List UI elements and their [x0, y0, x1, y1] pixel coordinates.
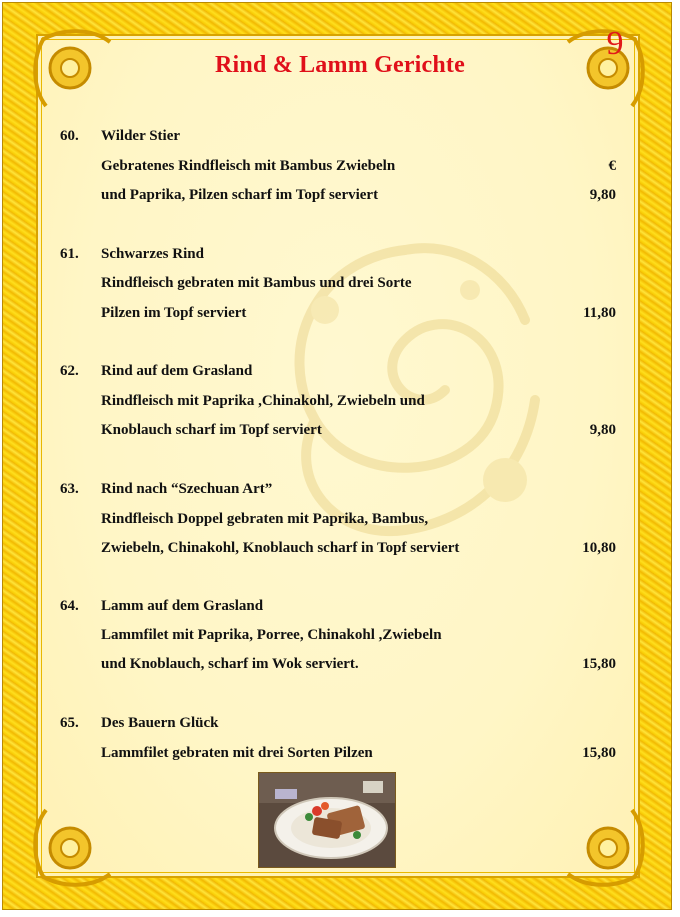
item-price: 11,80	[583, 305, 616, 321]
item-name: Wilder Stier	[101, 128, 181, 144]
item-description: und Knoblauch, scharf im Wok serviert.	[101, 656, 359, 672]
item-number: 64.	[60, 598, 79, 614]
item-number: 60.	[60, 128, 79, 144]
item-number: 61.	[60, 246, 79, 262]
item-number: 63.	[60, 481, 79, 497]
item-number: 65.	[60, 715, 79, 731]
corner-ornament-icon	[32, 808, 112, 888]
item-description: Rindfleisch Doppel gebraten mit Paprika, Bambus,	[101, 511, 429, 527]
item-description: Knoblauch scharf im Topf serviert	[101, 422, 322, 438]
corner-ornament-icon	[566, 808, 646, 888]
dish-photo	[258, 772, 396, 868]
item-description: Lammfilet mit Paprika, Porree, Chinakohl ,Zwiebeln	[101, 627, 442, 643]
item-price: 10,80	[582, 540, 616, 556]
item-name: Rind auf dem Grasland	[101, 363, 253, 379]
item-description: Gebratenes Rindfleisch mit Bambus Zwiebeln	[101, 158, 396, 174]
item-price: 15,80	[582, 745, 616, 761]
item-number: 62.	[60, 363, 79, 379]
item-price: 9,80	[589, 187, 616, 203]
dish-photo-illustration	[259, 773, 395, 867]
item-description: Zwiebeln, Chinakohl, Knoblauch scharf in Topf serviert	[101, 540, 460, 556]
item-description: Lammfilet gebraten mit drei Sorten Pilzen	[101, 745, 373, 761]
item-name: Des Bauern Glück	[101, 715, 219, 731]
item-description: Rindfleisch mit Paprika ,Chinakohl, Zwiebeln und	[101, 393, 425, 409]
item-name: Lamm auf dem Grasland	[101, 598, 264, 614]
page-number: 9	[606, 25, 624, 62]
currency-symbol: €	[608, 158, 616, 174]
item-description: Pilzen im Topf serviert	[101, 305, 247, 321]
item-description: Rindfleisch gebraten mit Bambus und drei Sorte	[101, 275, 412, 291]
item-description: und Paprika, Pilzen scharf im Topf serviert	[101, 187, 379, 203]
item-name: Rind nach “Szechuan Art”	[101, 481, 273, 497]
item-price: 15,80	[582, 656, 616, 672]
item-price: 9,80	[589, 422, 616, 438]
item-name: Schwarzes Rind	[101, 246, 204, 262]
page-title: Rind & Lamm Gerichte	[215, 52, 465, 78]
